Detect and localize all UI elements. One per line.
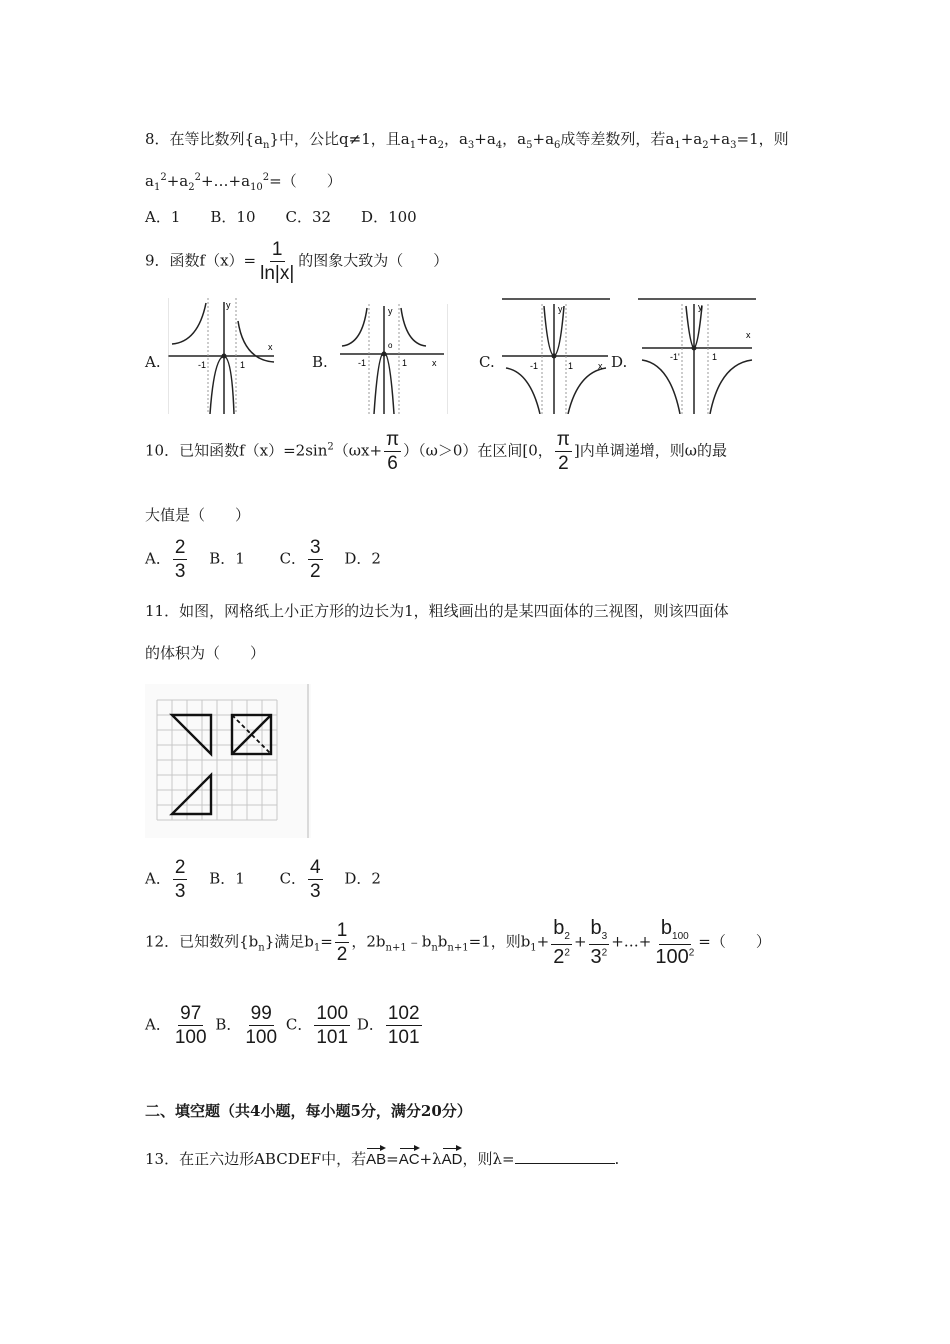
q9-stem: 9．函数f（x）= $\frac{1}{\ln|x|}$ 的图象大致为（ ）: [145, 239, 449, 284]
q8-line2: $a_1^2+a_2^2+\dots+a_{10}^2=$（ ）: [145, 172, 342, 193]
svg-text:1: 1: [402, 358, 408, 368]
svg-text:1: 1: [712, 352, 718, 362]
q8-options: A．1 B．10 C．32 D．100: [145, 208, 417, 226]
svg-text:y: y: [226, 300, 231, 310]
q9-graph-d: [638, 298, 756, 414]
q11-line2: 的体积为（ ）: [145, 644, 266, 662]
q9-graph-b: [336, 304, 448, 414]
q11-options: A． $\frac{2}{3}$ B．1 C． $\frac{4}{3}$ D．2: [145, 857, 381, 902]
q9-graph-c: [502, 298, 610, 414]
svg-text:-1: -1: [198, 360, 207, 370]
svg-text:1: 1: [240, 360, 246, 370]
svg-text:y: y: [698, 302, 703, 312]
svg-text:-1': -1': [670, 352, 680, 362]
svg-text:y: y: [388, 306, 393, 316]
q10-line2: 大值是（ ）: [145, 506, 251, 524]
q9-option-a-label: A.: [145, 353, 161, 371]
q11-three-view-figure: [145, 684, 311, 838]
q9-option-b-label: B.: [312, 353, 328, 371]
q10-stem: 10．已知函数$f(x)=2\sin^2(\omega x+$ $\frac{\pi}{6}$ ）（ω＞0）在区间[0， $\frac{\pi}{2}$ ]内单调递增，则ω的最: [145, 429, 727, 474]
q10-options: A． $\frac{2}{3}$ B．1 C． $\frac{3}{2}$ D．2: [145, 537, 381, 582]
vector-ab: AB: [366, 1147, 386, 1168]
svg-text:x: x: [598, 361, 603, 371]
section-2-title: 二、填空题（共4小题，每小题5分，满分20分）: [145, 1102, 472, 1120]
q10-fraction-pi-6: $\frac{\pi}{6}$: [386, 429, 400, 474]
svg-text:x: x: [432, 358, 437, 368]
q10-fraction-pi-2: $\frac{\pi}{2}$: [556, 429, 570, 474]
svg-text:1: 1: [568, 361, 574, 371]
svg-text:o: o: [388, 341, 393, 350]
q9-fraction: $\frac{1}{\ln|x|}$: [260, 239, 295, 284]
vector-ad: AD: [442, 1147, 463, 1168]
q12-stem: 12．已知数列$\{b_n\}$满足$b_1=$ $\frac{1}{2}$ ，$2b_{n+1}﹣b_nb_{n+1}=1$，则$b_1+$ $\frac{b_2}{2^2}$ + $\frac{b_3}{3^2}$ +…+ $\frac{b_{100}}{100^2}$ =（ ）: [145, 917, 771, 968]
q8-line1: 8．在等比数列$\{a_n\}$中，公比q≠1，且$a_1+a_2$，$a_3+a_4$，$a_5+a_6$成等差数列，若$a_1+a_2+a_3=1$，则: [145, 130, 789, 151]
svg-text:x: x: [746, 330, 751, 340]
q12-options: A． $\frac{97}{100}$ B． $\frac{99}{100}$ C． $\frac{100}{101}$ D． $\frac{102}{101}$: [145, 1003, 420, 1048]
svg-text:x: x: [268, 342, 273, 352]
svg-text:-1: -1: [358, 358, 367, 368]
svg-text:y: y: [558, 304, 563, 314]
vector-ac: AC: [399, 1147, 420, 1168]
svg-text:-1: -1: [530, 361, 539, 371]
q13-stem: 13．在正六边形ABCDEF中，若AB=AC+λAD，则λ= .: [145, 1147, 619, 1169]
answer-blank[interactable]: [515, 1149, 615, 1164]
q9-option-d-label: D.: [611, 353, 628, 371]
q11-line1: 11．如图，网格纸上小正方形的边长为1，粗线画出的是某四面体的三视图，则该四面体: [145, 602, 729, 620]
q9-graph-a: [168, 298, 280, 414]
q9-option-c-label: C.: [479, 353, 495, 371]
